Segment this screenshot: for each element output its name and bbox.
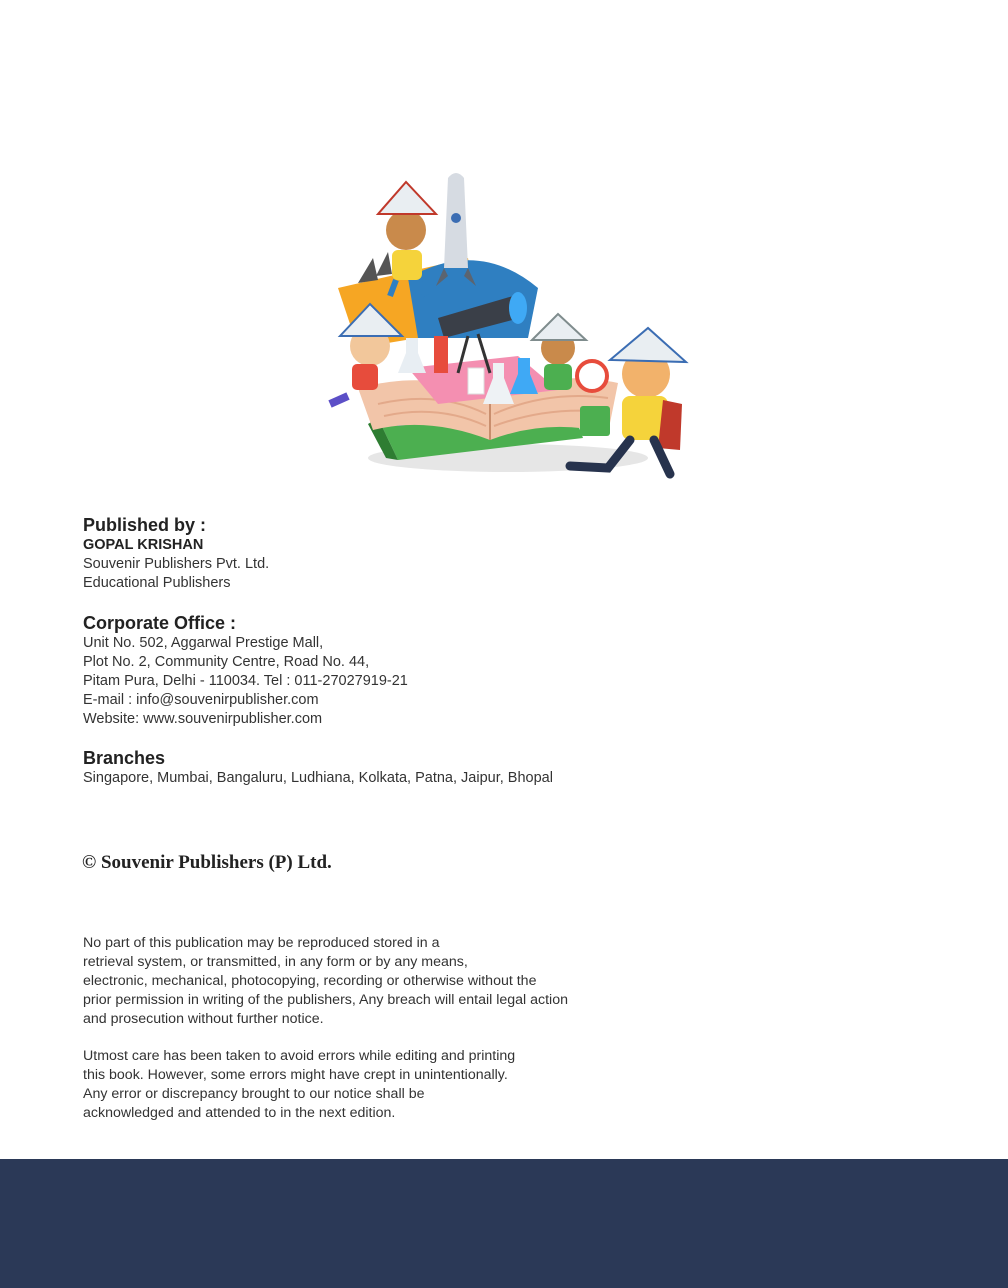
publisher-company: Souvenir Publishers Pvt. Ltd.: [83, 556, 270, 572]
address-line: Unit No. 502, Aggarwal Prestige Mall,: [83, 635, 324, 651]
disclaimer-line: No part of this publication may be reproduced stored in a: [83, 935, 440, 951]
corporate-office-block: [83, 612, 408, 729]
care-note-paragraph: [83, 1047, 515, 1123]
publisher-name: GOPAL KRISHAN: [83, 537, 204, 553]
publisher-tagline: Educational Publishers: [83, 575, 231, 591]
branches-block: [83, 747, 553, 788]
email-line: E-mail : info@souvenirpublisher.com: [83, 692, 319, 708]
footer-band: [0, 1159, 1008, 1288]
branches-heading: Branches: [83, 748, 166, 768]
care-note-line: acknowledged and attended to in the next edition.: [83, 1105, 396, 1121]
care-note-line: Any error or discrepancy brought to our notice shall be: [83, 1086, 425, 1102]
published-by-heading: Published by :: [83, 515, 207, 535]
branches-list: Singapore, Mumbai, Bangaluru, Ludhiana, Kolkata, Patna, Jaipur, Bhopal: [83, 770, 553, 786]
kids-with-open-book-illustration: [318, 168, 690, 484]
address-line: Plot No. 2, Community Centre, Road No. 44,: [83, 654, 370, 670]
publisher-block: [83, 514, 269, 593]
address-line: Pitam Pura, Delhi - 110034. Tel : 011-27027919-21: [83, 673, 408, 689]
disclaimer-line: prior permission in writing of the publishers, Any breach will entail legal action: [83, 992, 568, 1008]
care-note-line: this book. However, some errors might have crept in unintentionally.: [83, 1067, 508, 1083]
care-note-line: Utmost care has been taken to avoid errors while editing and printing: [83, 1048, 516, 1064]
corporate-office-heading: Corporate Office :: [83, 613, 237, 633]
disclaimer-line: and prosecution without further notice.: [83, 1011, 324, 1027]
copyright-notice: © Souvenir Publishers (P) Ltd.: [82, 852, 332, 873]
disclaimer-line: electronic, mechanical, photocopying, recording or otherwise without the: [83, 973, 537, 989]
website-line: Website: www.souvenirpublisher.com: [83, 711, 323, 727]
disclaimer-paragraph: [83, 934, 568, 1029]
disclaimer-line: retrieval system, or transmitted, in any form or by any means,: [83, 954, 468, 970]
